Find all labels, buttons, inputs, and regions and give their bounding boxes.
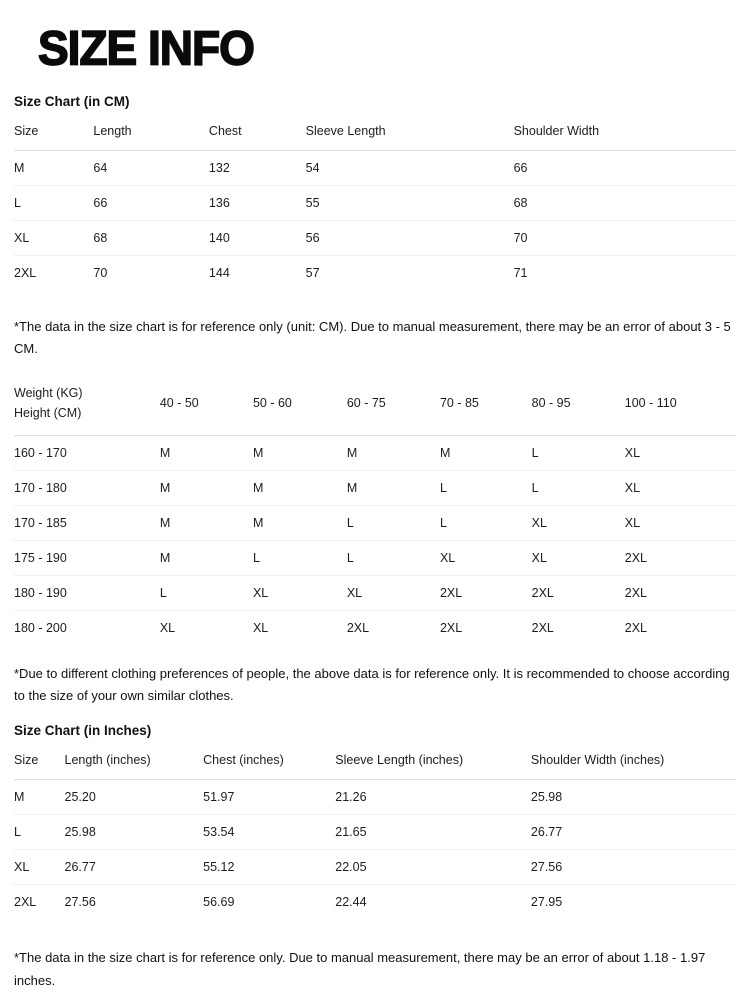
cell-shoulder-width: 25.98 <box>531 780 736 815</box>
cell-size: L <box>14 186 93 221</box>
table-row <box>14 610 736 645</box>
cell-recommended-size: 2XL <box>346 620 370 635</box>
cell-recommended-size: M <box>347 435 440 470</box>
cm-chart-disclaimer: *The data in the size chart is for reference only (unit: CM). Due to manual measurement, there may be an error of about 3 - 5 CM. <box>14 319 731 357</box>
table-row <box>14 540 736 575</box>
cell-recommended-size: XL <box>347 575 440 610</box>
cell-height-range: 170 - 185 <box>14 505 160 540</box>
cell-recommended-size: L <box>532 435 625 470</box>
column-header-size: Size <box>14 115 93 151</box>
cell-recommended-size: M <box>160 470 253 505</box>
table-row <box>14 885 736 920</box>
cell-recommended-size: XL <box>625 470 736 505</box>
cell-shoulder-width: 27.95 <box>530 895 563 910</box>
cell-chest: 55.12 <box>203 850 335 885</box>
cell-recommended-size: L <box>532 470 625 505</box>
weight-height-fit-table <box>14 373 736 645</box>
column-header-sleeve-length-inches: Sleeve Length (inches) <box>335 744 531 780</box>
cell-chest: 53.54 <box>203 815 335 850</box>
cell-recommended-size: M <box>253 435 347 470</box>
cell-recommended-size: 2XL <box>625 575 736 610</box>
cell-length: 26.77 <box>65 850 204 885</box>
cell-length: 27.56 <box>64 895 96 910</box>
cell-size: M <box>14 151 93 186</box>
cell-sleeve-length: 22.44 <box>335 895 367 910</box>
cell-size: 2XL <box>14 895 37 910</box>
cell-shoulder-width: 71 <box>513 266 528 280</box>
cell-recommended-size: 2XL <box>440 575 532 610</box>
cell-chest: 51.97 <box>203 780 335 815</box>
table-row <box>14 505 736 540</box>
column-header-chest-inches: Chest (inches) <box>203 744 335 780</box>
cell-size: XL <box>14 221 93 256</box>
cell-size: 2XL <box>14 266 37 280</box>
cell-sleeve-length: 57 <box>305 266 320 280</box>
column-header-weight-range: 50 - 60 <box>253 373 347 436</box>
cell-height-range: 180 - 190 <box>14 575 160 610</box>
cell-recommended-size: XL <box>440 540 532 575</box>
cell-shoulder-width: 27.56 <box>531 850 736 885</box>
table-row <box>14 575 736 610</box>
column-header-weight-range: 70 - 85 <box>440 373 532 436</box>
corner-header-weight-height <box>14 373 160 436</box>
table-row <box>14 850 736 885</box>
cell-sleeve-length: 56 <box>306 221 514 256</box>
column-header-shoulder-width: Shoulder Width <box>514 115 736 151</box>
cell-recommended-size: L <box>160 575 253 610</box>
cell-recommended-size: M <box>160 505 253 540</box>
cell-sleeve-length: 22.05 <box>335 850 531 885</box>
cell-recommended-size: M <box>253 505 347 540</box>
cell-size: L <box>14 815 65 850</box>
cell-length: 25.98 <box>65 815 204 850</box>
cell-sleeve-length: 21.26 <box>335 780 531 815</box>
cell-size: XL <box>14 850 65 885</box>
table-header-row <box>14 373 736 436</box>
cell-recommended-size: 2XL <box>532 575 625 610</box>
cell-height-range: 175 - 190 <box>14 540 160 575</box>
cell-chest: 56.69 <box>203 895 235 910</box>
section-heading-inches: Size Chart (in Inches) <box>14 723 152 739</box>
cell-recommended-size: M <box>253 470 347 505</box>
cell-recommended-size: L <box>347 505 440 540</box>
corner-header-height: Height (CM) <box>14 405 82 420</box>
cell-length: 66 <box>93 186 209 221</box>
table-row <box>14 186 736 221</box>
cell-recommended-size: L <box>253 540 347 575</box>
section-heading-cm: Size Chart (in CM) <box>14 94 130 109</box>
table-row <box>14 780 736 815</box>
cell-height-range: 170 - 180 <box>14 470 160 505</box>
cell-chest: 140 <box>209 221 306 256</box>
corner-header-weight: Weight (KG) <box>14 385 83 400</box>
size-chart-inches-table <box>14 744 736 919</box>
cell-height-range: 180 - 200 <box>14 620 67 635</box>
cell-chest: 144 <box>208 266 230 280</box>
column-header-weight-range: 40 - 50 <box>160 373 253 436</box>
size-chart-cm-table <box>14 115 736 290</box>
table-row <box>14 470 736 505</box>
cell-length: 68 <box>93 221 209 256</box>
cell-sleeve-length: 54 <box>306 151 514 186</box>
cell-sleeve-length: 21.65 <box>335 815 531 850</box>
table-header-row <box>14 115 736 151</box>
cell-chest: 136 <box>209 186 306 221</box>
cell-recommended-size: 2XL <box>625 540 736 575</box>
page-title: SIZE INFO <box>38 20 254 75</box>
column-header-chest: Chest <box>209 115 306 151</box>
column-header-shoulder-width-inches: Shoulder Width (inches) <box>531 744 736 780</box>
table-row <box>14 435 736 470</box>
inches-chart-disclaimer: *The data in the size chart is for reference only. Due to manual measurement, there may be an error of about 1.18 - 1.97 inches. <box>14 950 706 988</box>
table-row <box>14 256 736 291</box>
cell-recommended-size: M <box>160 540 253 575</box>
column-header-length: Length <box>93 115 209 151</box>
table-row <box>14 815 736 850</box>
table-header-row <box>14 744 736 780</box>
cell-recommended-size: XL <box>253 575 347 610</box>
cell-recommended-size: XL <box>159 620 176 635</box>
cell-chest: 132 <box>209 151 306 186</box>
column-header-length-inches: Length (inches) <box>65 744 204 780</box>
table-row <box>14 151 736 186</box>
cell-length: 64 <box>93 151 209 186</box>
cell-height-range: 160 - 170 <box>14 435 160 470</box>
cell-recommended-size: M <box>160 435 253 470</box>
cell-length: 70 <box>93 266 108 280</box>
column-header-weight-range: 80 - 95 <box>532 373 625 436</box>
cell-recommended-size: M <box>440 435 532 470</box>
cell-recommended-size: 2XL <box>624 620 648 635</box>
cell-recommended-size: XL <box>532 540 625 575</box>
cell-shoulder-width: 70 <box>514 221 736 256</box>
cell-recommended-size: 2XL <box>531 620 554 635</box>
cell-recommended-size: 2XL <box>439 620 463 635</box>
cell-recommended-size: XL <box>252 620 269 635</box>
cell-recommended-size: M <box>347 470 440 505</box>
cell-shoulder-width: 68 <box>514 186 736 221</box>
cell-shoulder-width: 66 <box>514 151 736 186</box>
cell-recommended-size: XL <box>625 435 736 470</box>
cell-shoulder-width: 26.77 <box>531 815 736 850</box>
cell-size: M <box>14 780 65 815</box>
cell-length: 25.20 <box>65 780 204 815</box>
cell-recommended-size: L <box>347 540 440 575</box>
cell-recommended-size: L <box>440 470 532 505</box>
cell-recommended-size: XL <box>532 505 625 540</box>
cell-sleeve-length: 55 <box>306 186 514 221</box>
column-header-sleeve-length: Sleeve Length <box>306 115 514 151</box>
cell-recommended-size: L <box>440 505 532 540</box>
fit-table-disclaimer: *Due to different clothing preferences of people, the above data is for reference only. It is recommended to choose according to the size of your own similar clothes. <box>14 665 730 704</box>
column-header-size: Size <box>14 744 65 780</box>
column-header-weight-range: 100 - 110 <box>625 373 736 436</box>
column-header-weight-range: 60 - 75 <box>347 373 440 436</box>
cell-recommended-size: XL <box>625 505 736 540</box>
table-row <box>14 221 736 256</box>
